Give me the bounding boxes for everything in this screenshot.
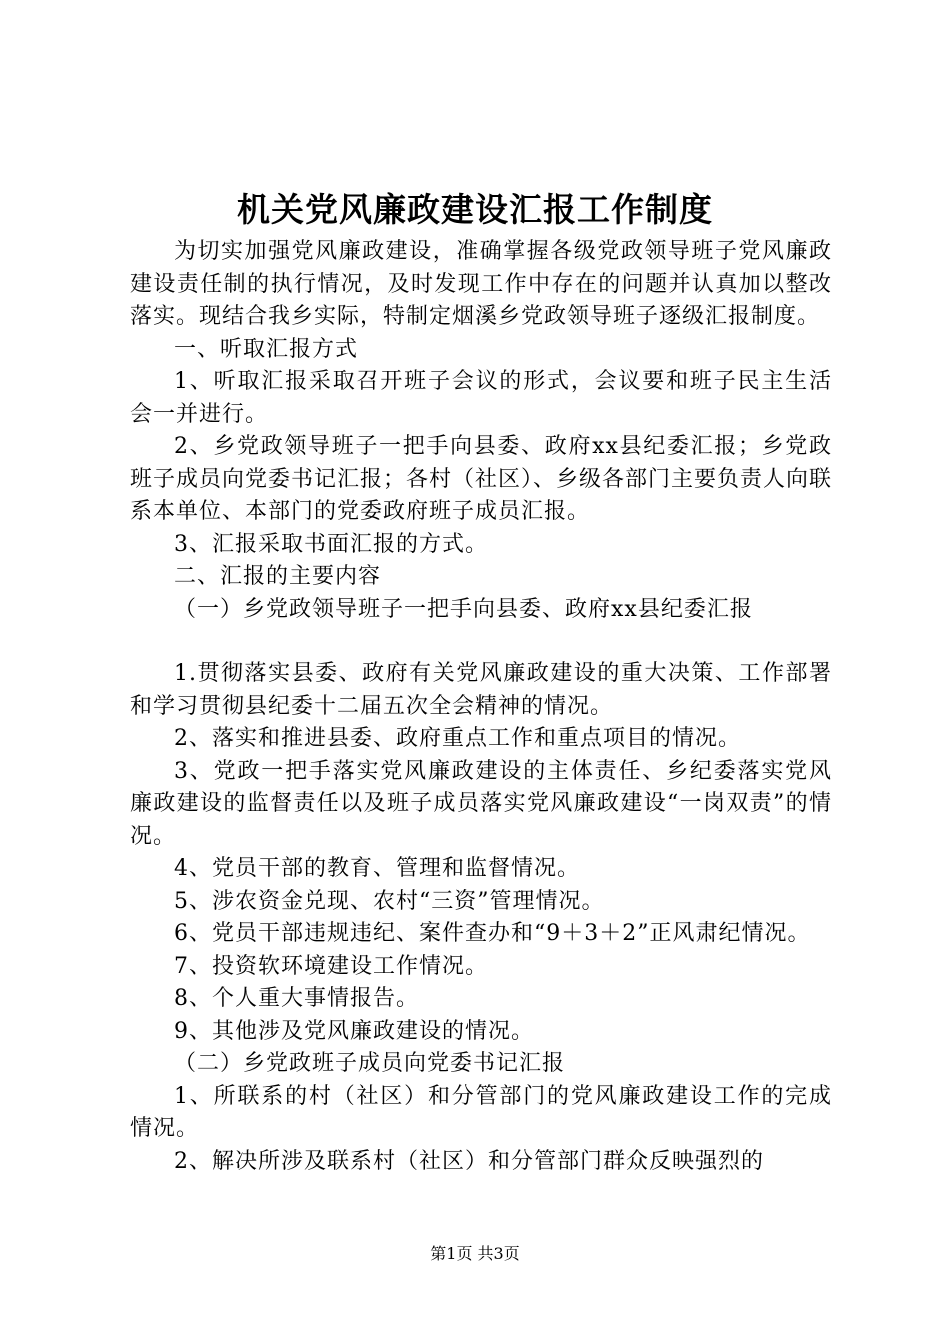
list-item: 1、听取汇报采取召开班子会议的形式，会议要和班子民主生活会一并进行。: [130, 369, 832, 427]
intro-paragraph: 为切实加强党风廉政建设，准确掌握各级党政领导班子党风廉政建设责任制的执行情况，及时发现工作中存在的问题并认真加以整改落实。现结合我乡实际，特制定烟溪乡党政领导班子逐级汇报制度。: [130, 239, 832, 329]
list-item: 8、个人重大事情报告。: [174, 986, 419, 1011]
list-item: 2、解决所涉及联系村（社区）和分管部门群众反映强烈的: [174, 1148, 764, 1174]
document-title: 机关党风廉政建设汇报工作制度: [237, 190, 713, 229]
list-item: 3、汇报采取书面汇报的方式。: [174, 531, 488, 557]
list-item: 9、其他涉及党风廉政建设的情况。: [174, 1018, 534, 1044]
list-item: 3、党政一把手落实党风廉政建设的主体责任、乡纪委落实党风廉政建设的监督责任以及班子成员落实党风廉政建设“一岗双责”的情况。: [130, 758, 832, 849]
list-item: 5、涉农资金兑现、农村“三资”管理情况。: [174, 888, 605, 914]
list-item: 1、所联系的村（社区）和分管部门的党风廉政建设工作的完成情况。: [130, 1083, 832, 1141]
section-heading: 一、听取汇报方式: [174, 336, 359, 362]
section-heading: 二、汇报的主要内容: [174, 564, 382, 589]
list-item: 2、落实和推进县委、政府重点工作和重点项目的情况。: [174, 726, 741, 751]
subsection-heading: （一）乡党政领导班子一把手向县委、政府xx县纪委汇报: [174, 596, 753, 622]
list-item: 4、党员干部的教育、管理和监督情况。: [174, 856, 580, 881]
list-item: 6、党员干部违规违纪、案件查办和“9＋3＋2”正风肃纪情况。: [174, 921, 811, 946]
document-body: [130, 236, 832, 1178]
list-item: 1.贯彻落实县委、政府有关党风廉政建设的重大决策、工作部署和学习贯彻县纪委十二届五次全会精神的情况。: [130, 661, 832, 719]
page-number-footer: 第1页 共3页: [430, 1244, 520, 1263]
list-item: 2、乡党政领导班子一把手向县委、政府xx县纪委汇报；乡党政班子成员向党委书记汇报；各村（社区）、乡级各部门主要负责人向联系本单位、本部门的党委政府班子成员汇报。: [130, 434, 833, 524]
list-item: 7、投资软环境建设工作情况。: [174, 953, 488, 979]
subsection-heading: （二）乡党政班子成员向党委书记汇报: [174, 1051, 566, 1076]
